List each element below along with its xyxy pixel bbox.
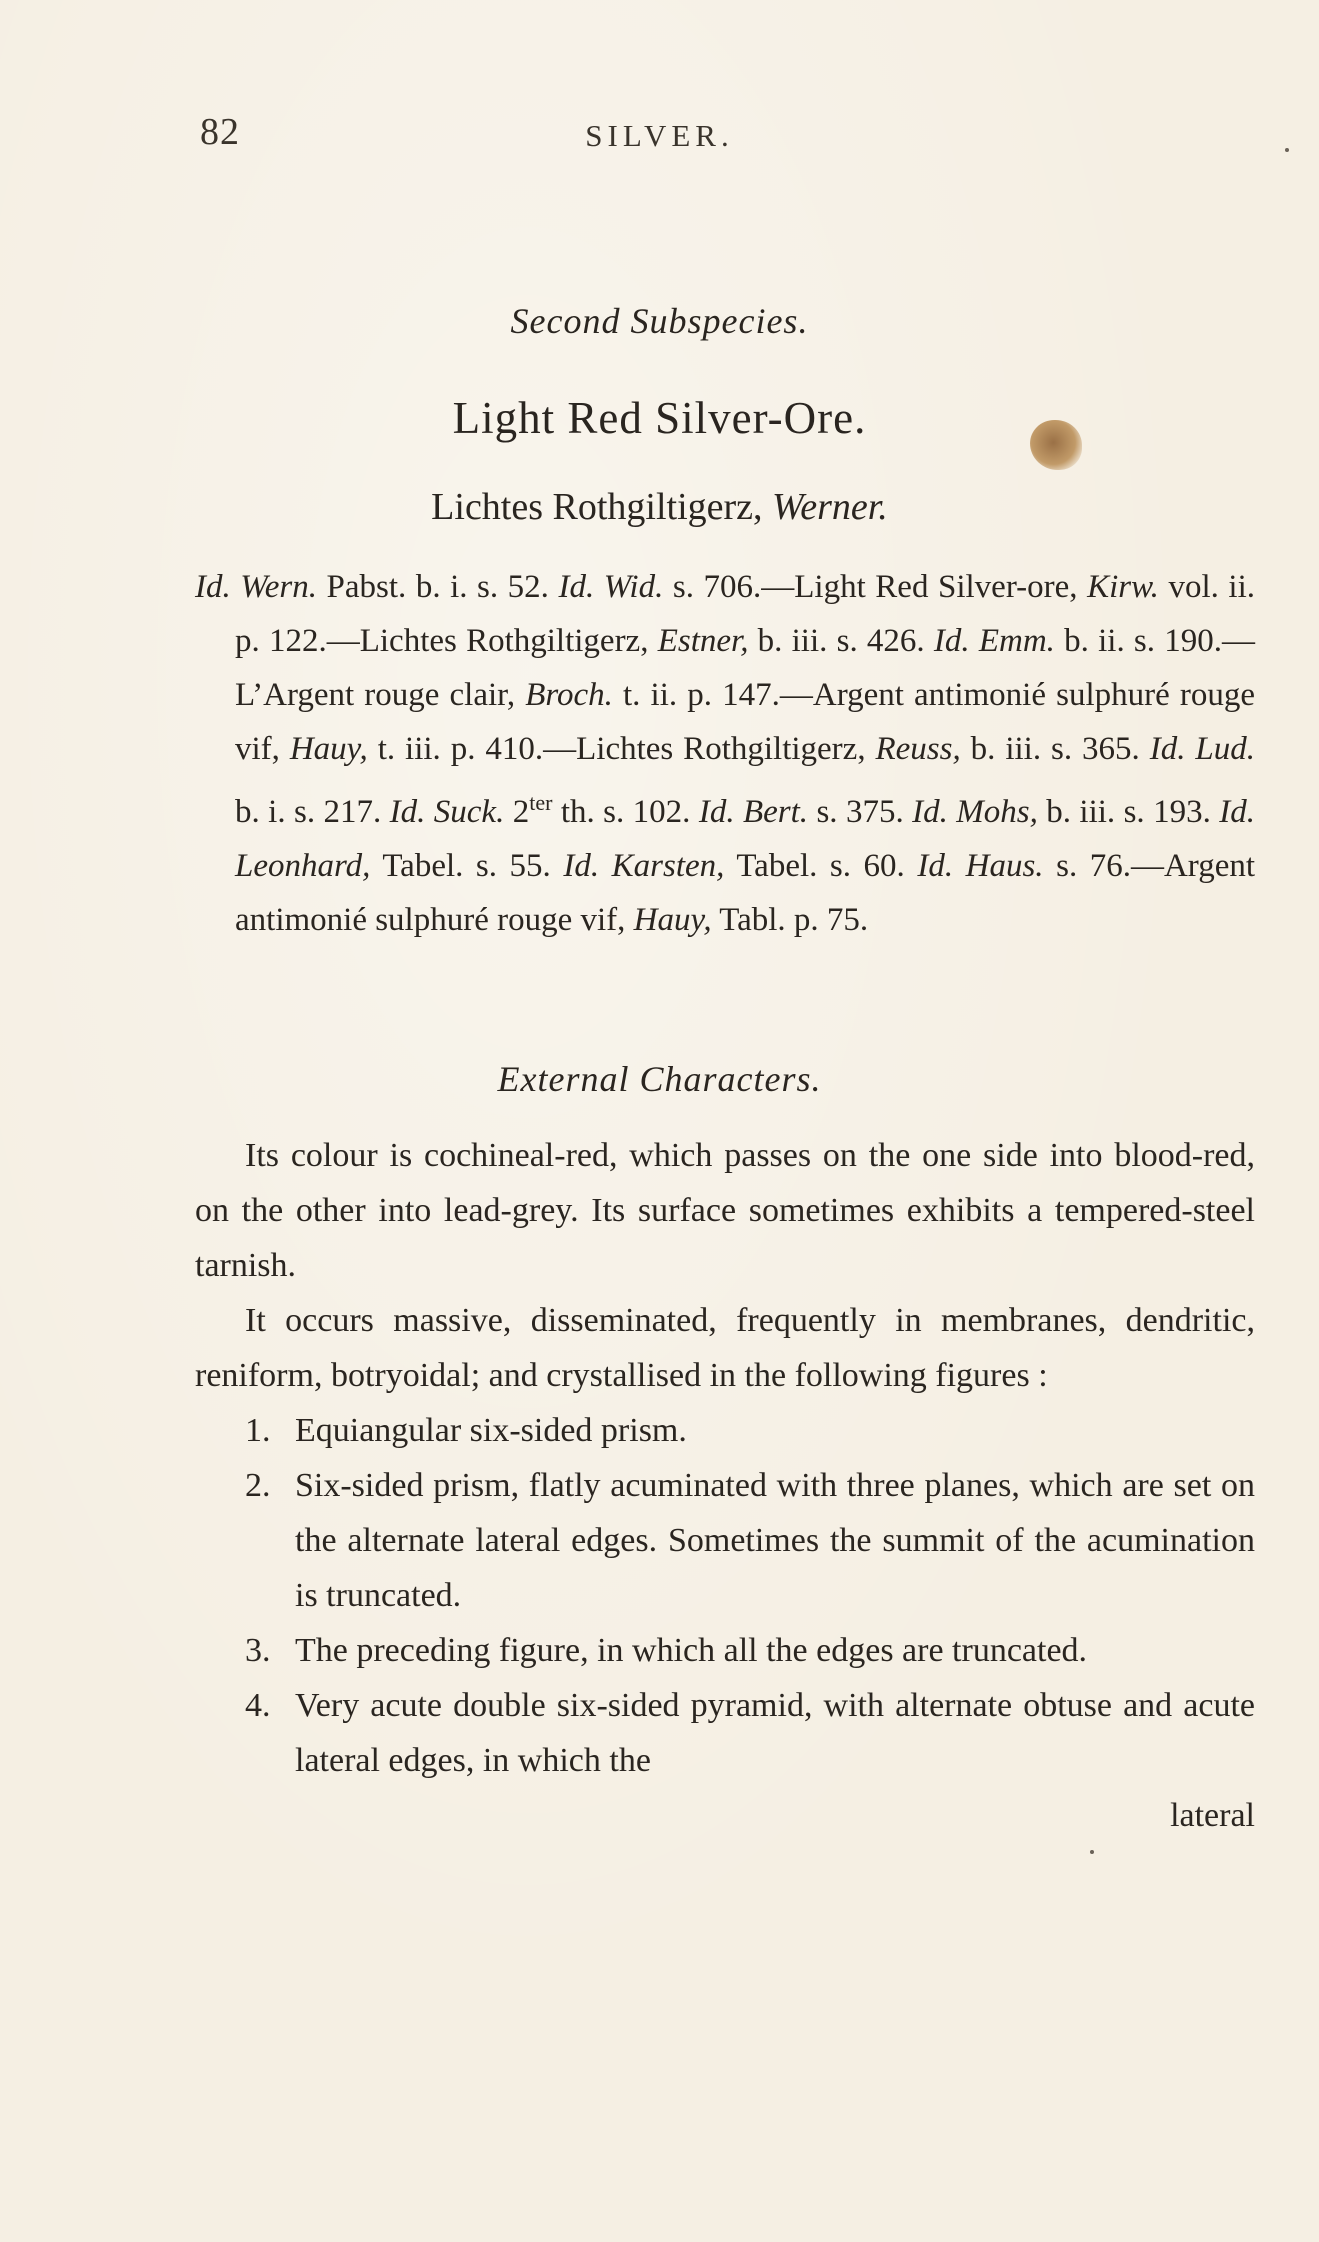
reference-author: Estner,: [657, 623, 749, 659]
figure-number: 3.: [245, 1632, 271, 1669]
figure-item: [195, 1678, 1255, 1788]
figure-item: [195, 1623, 1255, 1678]
reference-author: Kirw.: [1087, 569, 1159, 605]
external-characters-heading: External Characters.: [497, 1059, 822, 1099]
reference-author: Id. Wid.: [558, 569, 664, 605]
reference-citation: vol. ii. p. 122.—Lichtes Rothgiltigerz,: [235, 569, 1255, 659]
reference-author: Broch.: [525, 677, 613, 713]
reference-author: Hauy,: [289, 731, 368, 767]
figure-text: Equiangular six-sided prism.: [295, 1412, 687, 1449]
running-title: SILVER.: [585, 118, 734, 153]
german-name-line: [0, 485, 1319, 529]
reference-author: Hauy,: [633, 902, 712, 938]
reference-author: Id. Lud.: [1149, 731, 1255, 767]
catchword: lateral: [1170, 1797, 1255, 1834]
reference-citation: b. i. s. 217.: [235, 794, 390, 830]
crystal-figure-list: [195, 1403, 1255, 1788]
figure-number: 4.: [245, 1687, 271, 1724]
figure-text: Six-sided prism, flatly acuminated with three planes, which are set on the alternate lateral edges. Sometimes the summit of the acumination is truncated.: [295, 1467, 1255, 1614]
reference-citation: b. iii. s. 426.: [748, 623, 934, 659]
reference-citation: s. 375.: [808, 794, 913, 830]
german-name: Lichtes Rothgiltigerz,: [431, 486, 773, 528]
subspecies-heading: Second Subspecies.: [510, 301, 809, 341]
page-number: 82: [200, 111, 240, 153]
reference-author: Id. Bert.: [698, 794, 809, 830]
figure-number: 2.: [245, 1467, 271, 1504]
reference-citation: b. ii. s. 190.—L’Argent rouge clair,: [235, 623, 1255, 713]
reference-citation: b. iii. s. 365.: [960, 731, 1150, 767]
figure-number: 1.: [245, 1412, 271, 1449]
figure-text: The preceding figure, in which all the edges are truncated.: [295, 1632, 1088, 1669]
superscript: ter: [529, 790, 553, 815]
paragraph-colour: Its colour is cochineal-red, which passes on the one side into blood-red, on the other into lead-grey. Its surface sometimes exhibits a tempered-steel tarnish.: [195, 1137, 1255, 1284]
figure-item: [195, 1403, 1255, 1458]
reference-author: Id. Emm.: [933, 623, 1055, 659]
paragraph-occurrence: It occurs massive, disseminated, frequently in membranes, dendritic, reniform, botryoidal; and crystallised in the following figures :: [195, 1302, 1255, 1394]
species-title: Light Red Silver-Ore.: [452, 393, 867, 443]
reference-citation: t. iii. p. 410.—Lichtes Rothgiltigerz,: [367, 731, 876, 767]
reference-author: Id. Karsten,: [563, 848, 725, 884]
reference-citation: th. s. 102.: [552, 794, 699, 830]
reference-citation: s. 706.—Light Red Silver-ore,: [663, 569, 1088, 605]
paper-speck: [1090, 1850, 1094, 1854]
paper-speck: [1285, 148, 1289, 152]
reference-author: Id. Wern.: [195, 569, 317, 605]
reference-citation: Tabel. s. 55.: [370, 848, 564, 884]
reference-citation: Tabel. s. 60.: [724, 848, 918, 884]
reference-author: Reuss,: [875, 731, 961, 767]
reference-author: Id. Suck.: [389, 794, 505, 830]
german-name-author: Werner.: [772, 486, 888, 528]
reference-citation: b. iii. s. 193.: [1037, 794, 1220, 830]
reference-citation: t. ii. p. 147.—Argent antimonié sulphuré rouge vif,: [235, 677, 1256, 767]
synonymy-references: [195, 560, 1255, 947]
reference-citation: 2: [504, 794, 530, 830]
figure-text: Very acute double six-sided pyramid, with alternate obtuse and acute lateral edges, in which the: [295, 1687, 1255, 1779]
reference-author: Id. Leonhard,: [235, 794, 1255, 884]
reference-citation: Tabl. p. 75.: [711, 902, 869, 938]
body-text: [195, 1128, 1255, 1843]
figure-item: [195, 1458, 1255, 1623]
reference-author: Id. Mohs,: [912, 794, 1038, 830]
reference-citation: Pabst. b. i. s. 52.: [316, 569, 559, 605]
reference-citation: s. 76.—Argent antimonié sulphuré rouge vif,: [235, 848, 1256, 938]
reference-author: Id. Haus.: [917, 848, 1044, 884]
